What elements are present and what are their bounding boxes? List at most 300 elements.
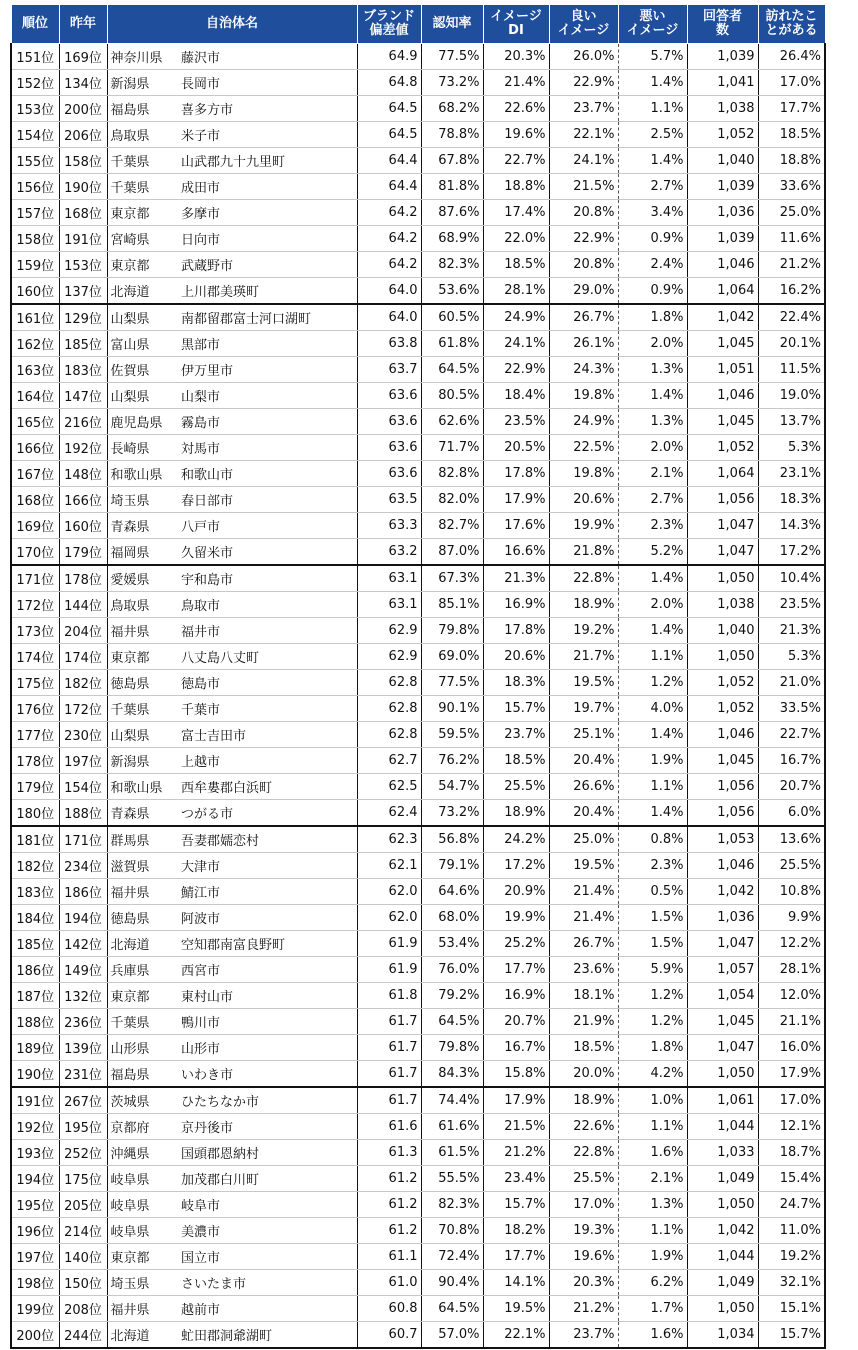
visited-cell: 5.3% <box>758 435 825 461</box>
awareness-cell: 64.5% <box>421 1009 483 1035</box>
table-row <box>11 905 825 931</box>
city-cell: 霧島市 <box>179 409 357 435</box>
awareness-cell: 68.9% <box>421 226 483 252</box>
awareness-cell: 61.8% <box>421 331 483 357</box>
prefecture-cell: 岐阜県 <box>107 1166 179 1192</box>
bad-image-cell: 2.5% <box>618 122 687 148</box>
image-di-cell: 18.5% <box>483 252 549 278</box>
visited-cell: 21.0% <box>758 670 825 696</box>
visited-cell: 10.4% <box>758 565 825 592</box>
awareness-cell: 59.5% <box>421 722 483 748</box>
header-row <box>11 5 825 44</box>
city-cell: 黒部市 <box>179 331 357 357</box>
rank-cell: 164位 <box>11 383 59 409</box>
good-image-cell: 19.5% <box>549 853 618 879</box>
brand-score-cell: 63.1 <box>357 592 421 618</box>
brand-score-cell: 63.5 <box>357 487 421 513</box>
rank-cell: 151位 <box>11 44 59 70</box>
respondents-cell: 1,045 <box>687 331 758 357</box>
bad-image-cell: 1.9% <box>618 748 687 774</box>
table-row <box>11 487 825 513</box>
table-row <box>11 461 825 487</box>
rank-cell: 197位 <box>11 1244 59 1270</box>
awareness-cell: 90.4% <box>421 1270 483 1296</box>
header-awareness-rate: 認知率 <box>421 5 483 44</box>
table-row <box>11 592 825 618</box>
visited-cell: 20.7% <box>758 774 825 800</box>
respondents-cell: 1,045 <box>687 1009 758 1035</box>
prefecture-cell: 千葉県 <box>107 174 179 200</box>
prefecture-cell: 福岡県 <box>107 539 179 566</box>
awareness-cell: 77.5% <box>421 44 483 70</box>
city-cell: 山武郡九十九里町 <box>179 148 357 174</box>
prev-rank-cell: 166位 <box>59 487 107 513</box>
respondents-cell: 1,050 <box>687 565 758 592</box>
prefecture-cell: 富山県 <box>107 331 179 357</box>
city-cell: 空知郡南富良野町 <box>179 931 357 957</box>
bad-image-cell: 1.4% <box>618 70 687 96</box>
city-cell: 長岡市 <box>179 70 357 96</box>
prefecture-cell: 山梨県 <box>107 383 179 409</box>
city-cell: 西宮市 <box>179 957 357 983</box>
prev-rank-cell: 168位 <box>59 200 107 226</box>
rank-cell: 190位 <box>11 1061 59 1088</box>
respondents-cell: 1,040 <box>687 148 758 174</box>
awareness-cell: 76.2% <box>421 748 483 774</box>
rank-cell: 153位 <box>11 96 59 122</box>
header-bad-image: 悪い イメージ <box>618 5 687 44</box>
table-row <box>11 70 825 96</box>
prefecture-cell: 沖縄県 <box>107 1140 179 1166</box>
good-image-cell: 26.7% <box>549 931 618 957</box>
header-good-image: 良い イメージ <box>549 5 618 44</box>
image-di-cell: 22.7% <box>483 148 549 174</box>
rank-cell: 191位 <box>11 1087 59 1114</box>
good-image-cell: 26.7% <box>549 304 618 331</box>
good-image-cell: 19.6% <box>549 1244 618 1270</box>
brand-score-cell: 61.7 <box>357 1035 421 1061</box>
rank-cell: 182位 <box>11 853 59 879</box>
prev-rank-cell: 197位 <box>59 748 107 774</box>
image-di-cell: 16.9% <box>483 592 549 618</box>
table-row <box>11 1166 825 1192</box>
good-image-cell: 22.8% <box>549 1140 618 1166</box>
awareness-cell: 79.8% <box>421 618 483 644</box>
visited-cell: 20.1% <box>758 331 825 357</box>
table-row <box>11 774 825 800</box>
good-image-cell: 22.8% <box>549 565 618 592</box>
brand-score-cell: 61.1 <box>357 1244 421 1270</box>
rank-cell: 167位 <box>11 461 59 487</box>
ranking-table-container <box>10 4 826 1349</box>
table-row <box>11 122 825 148</box>
city-cell: 京丹後市 <box>179 1114 357 1140</box>
prefecture-cell: 青森県 <box>107 513 179 539</box>
brand-score-cell: 64.2 <box>357 200 421 226</box>
respondents-cell: 1,064 <box>687 278 758 305</box>
rank-cell: 187位 <box>11 983 59 1009</box>
prev-rank-cell: 174位 <box>59 644 107 670</box>
visited-cell: 13.6% <box>758 826 825 853</box>
image-di-cell: 22.0% <box>483 226 549 252</box>
visited-cell: 18.7% <box>758 1140 825 1166</box>
good-image-cell: 21.5% <box>549 174 618 200</box>
good-image-cell: 21.4% <box>549 879 618 905</box>
prefecture-cell: 東京都 <box>107 200 179 226</box>
header-brand-score: ブランド 偏差値 <box>357 5 421 44</box>
good-image-cell: 20.4% <box>549 748 618 774</box>
image-di-cell: 19.5% <box>483 1296 549 1322</box>
bad-image-cell: 1.2% <box>618 670 687 696</box>
brand-score-cell: 61.8 <box>357 983 421 1009</box>
good-image-cell: 19.9% <box>549 513 618 539</box>
visited-cell: 12.2% <box>758 931 825 957</box>
city-cell: 徳島市 <box>179 670 357 696</box>
good-image-cell: 22.5% <box>549 435 618 461</box>
table-row <box>11 357 825 383</box>
awareness-cell: 82.3% <box>421 252 483 278</box>
good-image-cell: 21.9% <box>549 1009 618 1035</box>
prefecture-cell: 山梨県 <box>107 722 179 748</box>
prev-rank-cell: 244位 <box>59 1322 107 1349</box>
visited-cell: 5.3% <box>758 644 825 670</box>
good-image-cell: 17.0% <box>549 1192 618 1218</box>
prev-rank-cell: 140位 <box>59 1244 107 1270</box>
table-row <box>11 1296 825 1322</box>
respondents-cell: 1,038 <box>687 592 758 618</box>
rank-cell: 166位 <box>11 435 59 461</box>
rank-cell: 176位 <box>11 696 59 722</box>
brand-score-cell: 63.6 <box>357 435 421 461</box>
rank-cell: 173位 <box>11 618 59 644</box>
bad-image-cell: 4.0% <box>618 696 687 722</box>
respondents-cell: 1,064 <box>687 461 758 487</box>
brand-score-cell: 64.2 <box>357 226 421 252</box>
table-row <box>11 383 825 409</box>
respondents-cell: 1,049 <box>687 1166 758 1192</box>
respondents-cell: 1,045 <box>687 748 758 774</box>
city-cell: 藤沢市 <box>179 44 357 70</box>
city-cell: つがる市 <box>179 800 357 827</box>
prev-rank-cell: 234位 <box>59 853 107 879</box>
visited-cell: 33.5% <box>758 696 825 722</box>
table-row <box>11 931 825 957</box>
city-cell: 日向市 <box>179 226 357 252</box>
good-image-cell: 20.4% <box>549 800 618 827</box>
rank-cell: 170位 <box>11 539 59 566</box>
rank-cell: 188位 <box>11 1009 59 1035</box>
visited-cell: 21.1% <box>758 1009 825 1035</box>
bad-image-cell: 3.4% <box>618 200 687 226</box>
good-image-cell: 22.9% <box>549 226 618 252</box>
city-cell: 千葉市 <box>179 696 357 722</box>
rank-cell: 169位 <box>11 513 59 539</box>
prev-rank-cell: 200位 <box>59 96 107 122</box>
table-body <box>11 44 825 1349</box>
city-cell: 加茂郡白川町 <box>179 1166 357 1192</box>
awareness-cell: 68.2% <box>421 96 483 122</box>
visited-cell: 16.2% <box>758 278 825 305</box>
city-cell: 八丈島八丈町 <box>179 644 357 670</box>
prefecture-cell: 山梨県 <box>107 304 179 331</box>
table-row <box>11 96 825 122</box>
city-cell: 成田市 <box>179 174 357 200</box>
bad-image-cell: 1.0% <box>618 1087 687 1114</box>
prefecture-cell: 埼玉県 <box>107 487 179 513</box>
brand-score-cell: 63.6 <box>357 461 421 487</box>
respondents-cell: 1,047 <box>687 1035 758 1061</box>
table-row <box>11 331 825 357</box>
prefecture-cell: 宮崎県 <box>107 226 179 252</box>
good-image-cell: 22.1% <box>549 122 618 148</box>
bad-image-cell: 1.1% <box>618 1218 687 1244</box>
table-row <box>11 1035 825 1061</box>
city-cell: 福井市 <box>179 618 357 644</box>
respondents-cell: 1,042 <box>687 879 758 905</box>
rank-cell: 158位 <box>11 226 59 252</box>
brand-score-cell: 62.9 <box>357 644 421 670</box>
prev-rank-cell: 214位 <box>59 1218 107 1244</box>
table-row <box>11 1009 825 1035</box>
good-image-cell: 26.1% <box>549 331 618 357</box>
visited-cell: 23.5% <box>758 592 825 618</box>
city-cell: 吾妻郡嬬恋村 <box>179 826 357 853</box>
image-di-cell: 24.2% <box>483 826 549 853</box>
brand-score-cell: 62.8 <box>357 696 421 722</box>
prefecture-cell: 徳島県 <box>107 670 179 696</box>
table-row <box>11 1218 825 1244</box>
awareness-cell: 84.3% <box>421 1061 483 1088</box>
good-image-cell: 21.2% <box>549 1296 618 1322</box>
table-row <box>11 722 825 748</box>
good-image-cell: 19.8% <box>549 461 618 487</box>
image-di-cell: 15.7% <box>483 1192 549 1218</box>
respondents-cell: 1,056 <box>687 800 758 827</box>
visited-cell: 22.7% <box>758 722 825 748</box>
city-cell: 越前市 <box>179 1296 357 1322</box>
prefecture-cell: 東京都 <box>107 983 179 1009</box>
prev-rank-cell: 158位 <box>59 148 107 174</box>
good-image-cell: 21.7% <box>549 644 618 670</box>
image-di-cell: 21.3% <box>483 565 549 592</box>
brand-score-cell: 63.6 <box>357 383 421 409</box>
prefecture-cell: 北海道 <box>107 931 179 957</box>
table-row <box>11 174 825 200</box>
rank-cell: 171位 <box>11 565 59 592</box>
bad-image-cell: 5.7% <box>618 44 687 70</box>
prev-rank-cell: 175位 <box>59 1166 107 1192</box>
brand-score-cell: 62.5 <box>357 774 421 800</box>
awareness-cell: 82.0% <box>421 487 483 513</box>
brand-score-cell: 62.0 <box>357 905 421 931</box>
table-row <box>11 696 825 722</box>
bad-image-cell: 4.2% <box>618 1061 687 1088</box>
table-row <box>11 618 825 644</box>
awareness-cell: 87.0% <box>421 539 483 566</box>
good-image-cell: 22.9% <box>549 70 618 96</box>
visited-cell: 16.0% <box>758 1035 825 1061</box>
prefecture-cell: 福島県 <box>107 1061 179 1088</box>
bad-image-cell: 2.0% <box>618 331 687 357</box>
good-image-cell: 24.3% <box>549 357 618 383</box>
visited-cell: 21.3% <box>758 618 825 644</box>
awareness-cell: 53.4% <box>421 931 483 957</box>
prefecture-cell: 兵庫県 <box>107 957 179 983</box>
image-di-cell: 18.9% <box>483 800 549 827</box>
rank-cell: 198位 <box>11 1270 59 1296</box>
bad-image-cell: 1.1% <box>618 774 687 800</box>
prefecture-cell: 茨城県 <box>107 1087 179 1114</box>
brand-score-cell: 61.2 <box>357 1166 421 1192</box>
city-cell: 多摩市 <box>179 200 357 226</box>
brand-score-cell: 62.7 <box>357 748 421 774</box>
respondents-cell: 1,047 <box>687 931 758 957</box>
visited-cell: 18.5% <box>758 122 825 148</box>
prev-rank-cell: 206位 <box>59 122 107 148</box>
bad-image-cell: 1.1% <box>618 1114 687 1140</box>
image-di-cell: 14.1% <box>483 1270 549 1296</box>
visited-cell: 17.2% <box>758 539 825 566</box>
prev-rank-cell: 149位 <box>59 957 107 983</box>
respondents-cell: 1,047 <box>687 539 758 566</box>
prefecture-cell: 徳島県 <box>107 905 179 931</box>
rank-cell: 199位 <box>11 1296 59 1322</box>
table-row <box>11 1140 825 1166</box>
rank-cell: 154位 <box>11 122 59 148</box>
brand-score-cell: 61.9 <box>357 957 421 983</box>
prev-rank-cell: 169位 <box>59 44 107 70</box>
image-di-cell: 20.9% <box>483 879 549 905</box>
city-cell: 米子市 <box>179 122 357 148</box>
prefecture-cell: 千葉県 <box>107 1009 179 1035</box>
respondents-cell: 1,061 <box>687 1087 758 1114</box>
table-row <box>11 1061 825 1088</box>
rank-cell: 186位 <box>11 957 59 983</box>
city-cell: 鳥取市 <box>179 592 357 618</box>
table-row <box>11 800 825 827</box>
bad-image-cell: 0.8% <box>618 826 687 853</box>
brand-score-cell: 61.9 <box>357 931 421 957</box>
respondents-cell: 1,033 <box>687 1140 758 1166</box>
visited-cell: 19.2% <box>758 1244 825 1270</box>
visited-cell: 14.3% <box>758 513 825 539</box>
bad-image-cell: 2.7% <box>618 174 687 200</box>
visited-cell: 17.9% <box>758 1061 825 1088</box>
prev-rank-cell: 191位 <box>59 226 107 252</box>
bad-image-cell: 1.4% <box>618 383 687 409</box>
image-di-cell: 18.8% <box>483 174 549 200</box>
bad-image-cell: 1.7% <box>618 1296 687 1322</box>
city-cell: 春日部市 <box>179 487 357 513</box>
visited-cell: 26.4% <box>758 44 825 70</box>
image-di-cell: 25.5% <box>483 774 549 800</box>
city-cell: 和歌山市 <box>179 461 357 487</box>
prev-rank-cell: 150位 <box>59 1270 107 1296</box>
rank-cell: 194位 <box>11 1166 59 1192</box>
respondents-cell: 1,052 <box>687 435 758 461</box>
prev-rank-cell: 134位 <box>59 70 107 96</box>
rank-cell: 161位 <box>11 304 59 331</box>
image-di-cell: 22.1% <box>483 1322 549 1349</box>
respondents-cell: 1,050 <box>687 644 758 670</box>
table-row <box>11 409 825 435</box>
table-row <box>11 200 825 226</box>
brand-score-cell: 60.7 <box>357 1322 421 1349</box>
visited-cell: 11.0% <box>758 1218 825 1244</box>
rank-cell: 160位 <box>11 278 59 305</box>
image-di-cell: 16.9% <box>483 983 549 1009</box>
respondents-cell: 1,050 <box>687 1296 758 1322</box>
awareness-cell: 70.8% <box>421 1218 483 1244</box>
bad-image-cell: 1.4% <box>618 618 687 644</box>
rank-cell: 189位 <box>11 1035 59 1061</box>
awareness-cell: 55.5% <box>421 1166 483 1192</box>
rank-cell: 185位 <box>11 931 59 957</box>
respondents-cell: 1,044 <box>687 1244 758 1270</box>
rank-cell: 192位 <box>11 1114 59 1140</box>
image-di-cell: 18.5% <box>483 748 549 774</box>
image-di-cell: 15.7% <box>483 696 549 722</box>
visited-cell: 16.7% <box>758 748 825 774</box>
visited-cell: 15.1% <box>758 1296 825 1322</box>
bad-image-cell: 1.6% <box>618 1140 687 1166</box>
bad-image-cell: 1.2% <box>618 1009 687 1035</box>
brand-score-cell: 61.0 <box>357 1270 421 1296</box>
brand-score-cell: 63.3 <box>357 513 421 539</box>
respondents-cell: 1,052 <box>687 696 758 722</box>
prefecture-cell: 北海道 <box>107 278 179 305</box>
rank-cell: 193位 <box>11 1140 59 1166</box>
image-di-cell: 21.5% <box>483 1114 549 1140</box>
brand-score-cell: 64.9 <box>357 44 421 70</box>
prev-rank-cell: 154位 <box>59 774 107 800</box>
prev-rank-cell: 160位 <box>59 513 107 539</box>
visited-cell: 12.1% <box>758 1114 825 1140</box>
table-row <box>11 853 825 879</box>
prev-rank-cell: 231位 <box>59 1061 107 1088</box>
good-image-cell: 18.9% <box>549 1087 618 1114</box>
good-image-cell: 19.8% <box>549 383 618 409</box>
rank-cell: 162位 <box>11 331 59 357</box>
header-visited: 訪れたこ とがある <box>758 5 825 44</box>
visited-cell: 24.7% <box>758 1192 825 1218</box>
awareness-cell: 73.2% <box>421 800 483 827</box>
respondents-cell: 1,039 <box>687 226 758 252</box>
awareness-cell: 54.7% <box>421 774 483 800</box>
prev-rank-cell: 190位 <box>59 174 107 200</box>
awareness-cell: 87.6% <box>421 200 483 226</box>
rank-cell: 163位 <box>11 357 59 383</box>
city-cell: いわき市 <box>179 1061 357 1088</box>
visited-cell: 21.2% <box>758 252 825 278</box>
awareness-cell: 60.5% <box>421 304 483 331</box>
bad-image-cell: 1.4% <box>618 722 687 748</box>
visited-cell: 17.0% <box>758 70 825 96</box>
city-cell: 岐阜市 <box>179 1192 357 1218</box>
image-di-cell: 18.3% <box>483 670 549 696</box>
bad-image-cell: 0.9% <box>618 226 687 252</box>
visited-cell: 9.9% <box>758 905 825 931</box>
awareness-cell: 72.4% <box>421 1244 483 1270</box>
awareness-cell: 79.8% <box>421 1035 483 1061</box>
city-cell: 武蔵野市 <box>179 252 357 278</box>
prev-rank-cell: 171位 <box>59 826 107 853</box>
image-di-cell: 17.2% <box>483 853 549 879</box>
prefecture-cell: 群馬県 <box>107 826 179 853</box>
good-image-cell: 25.0% <box>549 826 618 853</box>
brand-score-cell: 64.4 <box>357 174 421 200</box>
visited-cell: 32.1% <box>758 1270 825 1296</box>
